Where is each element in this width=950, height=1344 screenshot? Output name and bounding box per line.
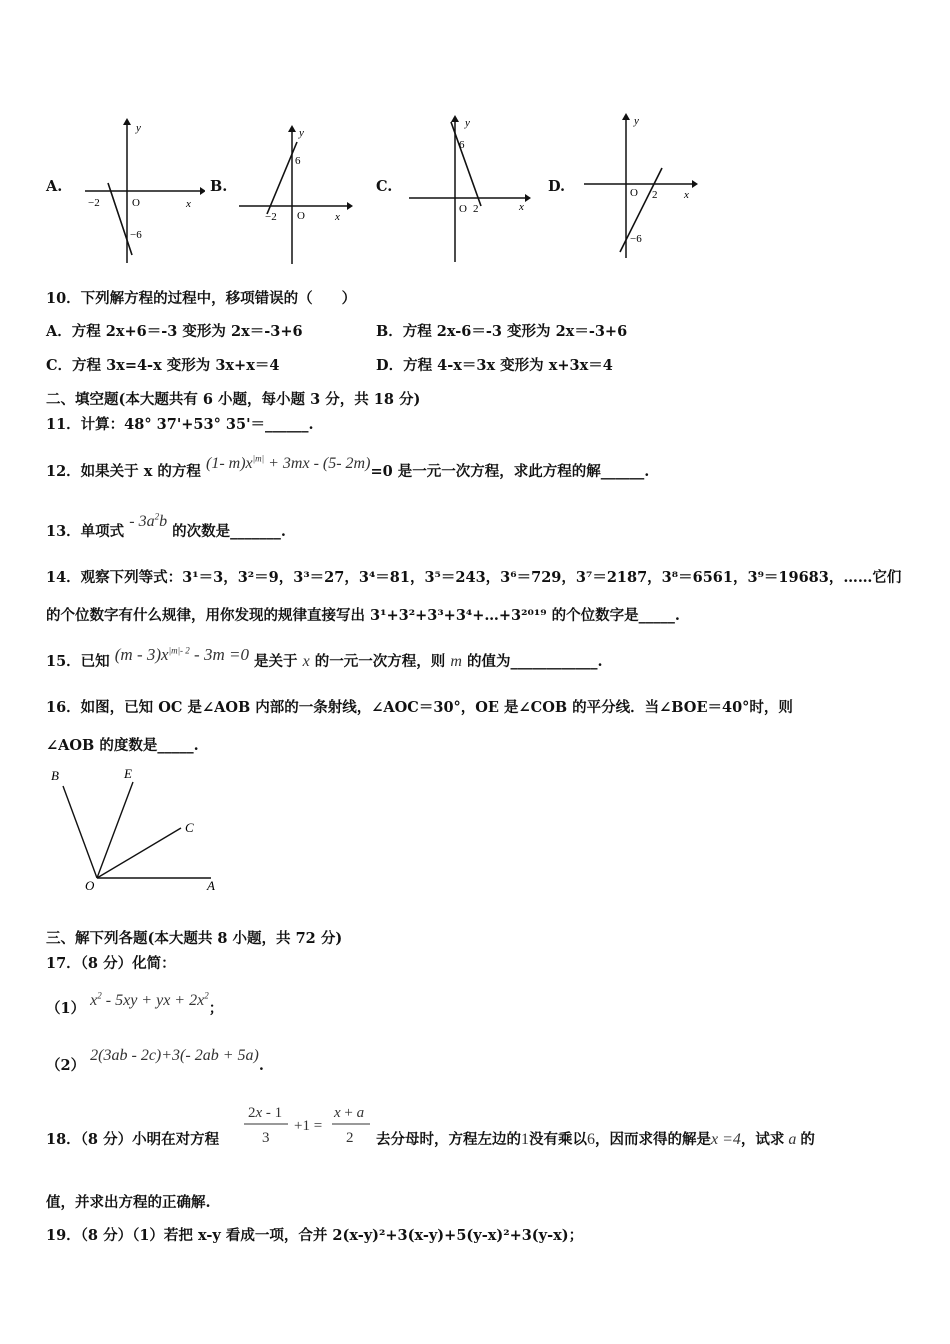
graph-c-y-label: y bbox=[465, 117, 470, 129]
q16-angle-figure bbox=[45, 762, 230, 894]
q19: 19．（8 分）（1）若把 x-y 看成一项，合并 2(x-y)²+3(x-y)+5(y-x)²+3(y-x)； bbox=[46, 1227, 584, 1244]
svg-text:x + a: x + a bbox=[334, 1105, 365, 1121]
q12-pre: 12．如果关于 x 的方程 bbox=[46, 463, 201, 480]
q17-stem: 17．（8 分）化简： bbox=[46, 955, 176, 972]
q13-monomial: - $3a^2b$ bbox=[129, 511, 168, 530]
q18-end: 的 bbox=[800, 1131, 815, 1148]
q18-mid3: ，因而求得的解是 bbox=[595, 1131, 711, 1148]
option-a-label: A. bbox=[46, 178, 63, 195]
q18-six: 6 bbox=[587, 1131, 595, 1148]
graph-option-d bbox=[580, 108, 705, 260]
q17-expr1: $x^2 - 5xy$ + yx + $2x^2$ bbox=[90, 990, 209, 1009]
label-a: A bbox=[207, 878, 215, 893]
q14-line2: 的个位数字有什么规律，用你发现的规律直接写出 3¹+3²+3³+3⁴+…+3²⁰¹⁹ 的个位数字是_____. bbox=[46, 607, 680, 624]
q15-mid1: 是关于 bbox=[254, 653, 298, 670]
label-c: C bbox=[185, 820, 194, 835]
q14-line1: 14．观察下列等式：3¹＝3，3²＝9，3³＝27，3⁴＝81，3⁵＝243，3⁶＝729，3⁷＝2187，3⁸＝6561，3⁹＝19683，……它们 bbox=[46, 569, 902, 586]
q18-rest bbox=[376, 1128, 815, 1149]
svg-text:3: 3 bbox=[262, 1130, 270, 1146]
graph-c-origin: O bbox=[459, 203, 467, 215]
graph-b-origin: O bbox=[297, 210, 305, 222]
q11: 11．计算：48° 37'+53° 35'＝______. bbox=[46, 416, 314, 433]
graph-a-x-tick: −2 bbox=[88, 197, 100, 209]
q12 bbox=[46, 453, 650, 481]
q17-part2 bbox=[46, 1047, 264, 1075]
label-b: B bbox=[51, 768, 59, 783]
graph-a-x-label: x bbox=[186, 198, 191, 210]
graph-d-y-label: y bbox=[634, 115, 639, 127]
graph-b-x-tick: −2 bbox=[265, 211, 277, 223]
q18-mid: 去分母时，方程左边的 bbox=[376, 1131, 521, 1148]
q12-post: =0 是一元一次方程，求此方程的解______. bbox=[370, 463, 650, 480]
option-d-label: D. bbox=[548, 178, 566, 195]
graph-d-x-label: x bbox=[684, 189, 689, 201]
q13-pre: 13．单项式 bbox=[46, 523, 125, 540]
svg-text:+1 =: +1 = bbox=[294, 1118, 323, 1134]
q13 bbox=[46, 511, 286, 541]
label-e: E bbox=[124, 766, 132, 781]
q15-var-x: x bbox=[302, 653, 310, 670]
q15-equation: $(m - 3)x^{|m|- 2} - 3m =0$ bbox=[114, 645, 249, 664]
q15 bbox=[46, 645, 603, 671]
q18-var-a: a bbox=[784, 1131, 801, 1148]
graph-a-y-tick: −6 bbox=[130, 229, 142, 241]
graph-option-b bbox=[235, 122, 360, 267]
q15-mid2: 的一元一次方程，则 bbox=[314, 653, 446, 670]
graph-d-x-tick: 2 bbox=[652, 189, 658, 201]
graph-d-y-tick: −6 bbox=[630, 233, 642, 245]
svg-text:2: 2 bbox=[346, 1130, 354, 1146]
q18-mid2: 没有乘以 bbox=[529, 1131, 587, 1148]
graph-option-a bbox=[80, 115, 205, 265]
graph-c-x-tick: 2 bbox=[473, 203, 479, 215]
graph-c-y-tick: 6 bbox=[459, 139, 465, 151]
q18-equation bbox=[242, 1100, 374, 1150]
q17-part1-label: （1） bbox=[46, 1000, 86, 1017]
q15-var-m: m bbox=[450, 653, 462, 670]
section-3-heading: 三、解下列各题(本大题共 8 小题，共 72 分) bbox=[46, 930, 343, 947]
q10-option-b: B．方程 2x-6＝-3 变形为 2x＝-3+6 bbox=[376, 323, 628, 340]
option-b-label: B. bbox=[210, 178, 228, 195]
q10-option-d: D．方程 4-x＝3x 变形为 x+3x＝4 bbox=[376, 357, 613, 374]
q17-end2: . bbox=[258, 1057, 264, 1074]
q15-pre: 15．已知 bbox=[46, 653, 110, 670]
q10-option-c: C．方程 3x=4-x 变形为 3x+x＝4 bbox=[46, 357, 280, 374]
q18-one: 1 bbox=[521, 1131, 529, 1148]
q12-equation: (1- $m)x^{|m|} + 3mx - (5-$ 2m) bbox=[205, 453, 371, 472]
svg-text:2x - 1: 2x - 1 bbox=[248, 1105, 283, 1121]
q16-line1: 16．如图，已知 OC 是∠AOB 内部的一条射线，∠AOC＝30°，OE 是∠COB 的平分线．当∠BOE＝40°时，则 bbox=[46, 699, 793, 716]
graph-b-x-label: x bbox=[335, 211, 340, 223]
option-c-label: C. bbox=[376, 178, 393, 195]
graph-c-x-label: x bbox=[519, 201, 524, 213]
graph-a-origin: O bbox=[132, 197, 140, 209]
graph-d-origin: O bbox=[630, 187, 638, 199]
q17-part1 bbox=[46, 990, 224, 1018]
q18-pre: 18．（8 分）小明在对方程 bbox=[46, 1131, 220, 1148]
q18-line2: 值，并求出方程的正确解. bbox=[46, 1194, 211, 1211]
q10-stem: 10．下列解方程的过程中，移项错误的（ ） bbox=[46, 290, 357, 307]
q17-part2-label: （2） bbox=[46, 1057, 86, 1074]
q16-line2: ∠AOB 的度数是_____. bbox=[46, 737, 199, 754]
label-o: O bbox=[85, 878, 95, 893]
graph-b-y-label: y bbox=[299, 127, 304, 139]
graph-option-c bbox=[405, 110, 535, 265]
q18-solution: x =4 bbox=[711, 1131, 741, 1148]
section-2-heading: 二、填空题(本大题共有 6 小题，每小题 3 分，共 18 分) bbox=[46, 391, 421, 408]
q13-post: 的次数是_______. bbox=[172, 523, 286, 540]
q15-post: 的值为____________. bbox=[466, 653, 603, 670]
q17-end1: ； bbox=[208, 1000, 224, 1017]
graph-b-y-tick: 6 bbox=[295, 155, 301, 167]
q10-option-a: A．方程 2x+6＝-3 变形为 2x＝-3+6 bbox=[46, 323, 303, 340]
q18-mid4: ，试求 bbox=[740, 1131, 785, 1148]
graph-a-y-label: y bbox=[136, 122, 141, 134]
q17-expr2: 2(3ab - 2c)+3(- 2ab + 5a) bbox=[90, 1047, 259, 1064]
